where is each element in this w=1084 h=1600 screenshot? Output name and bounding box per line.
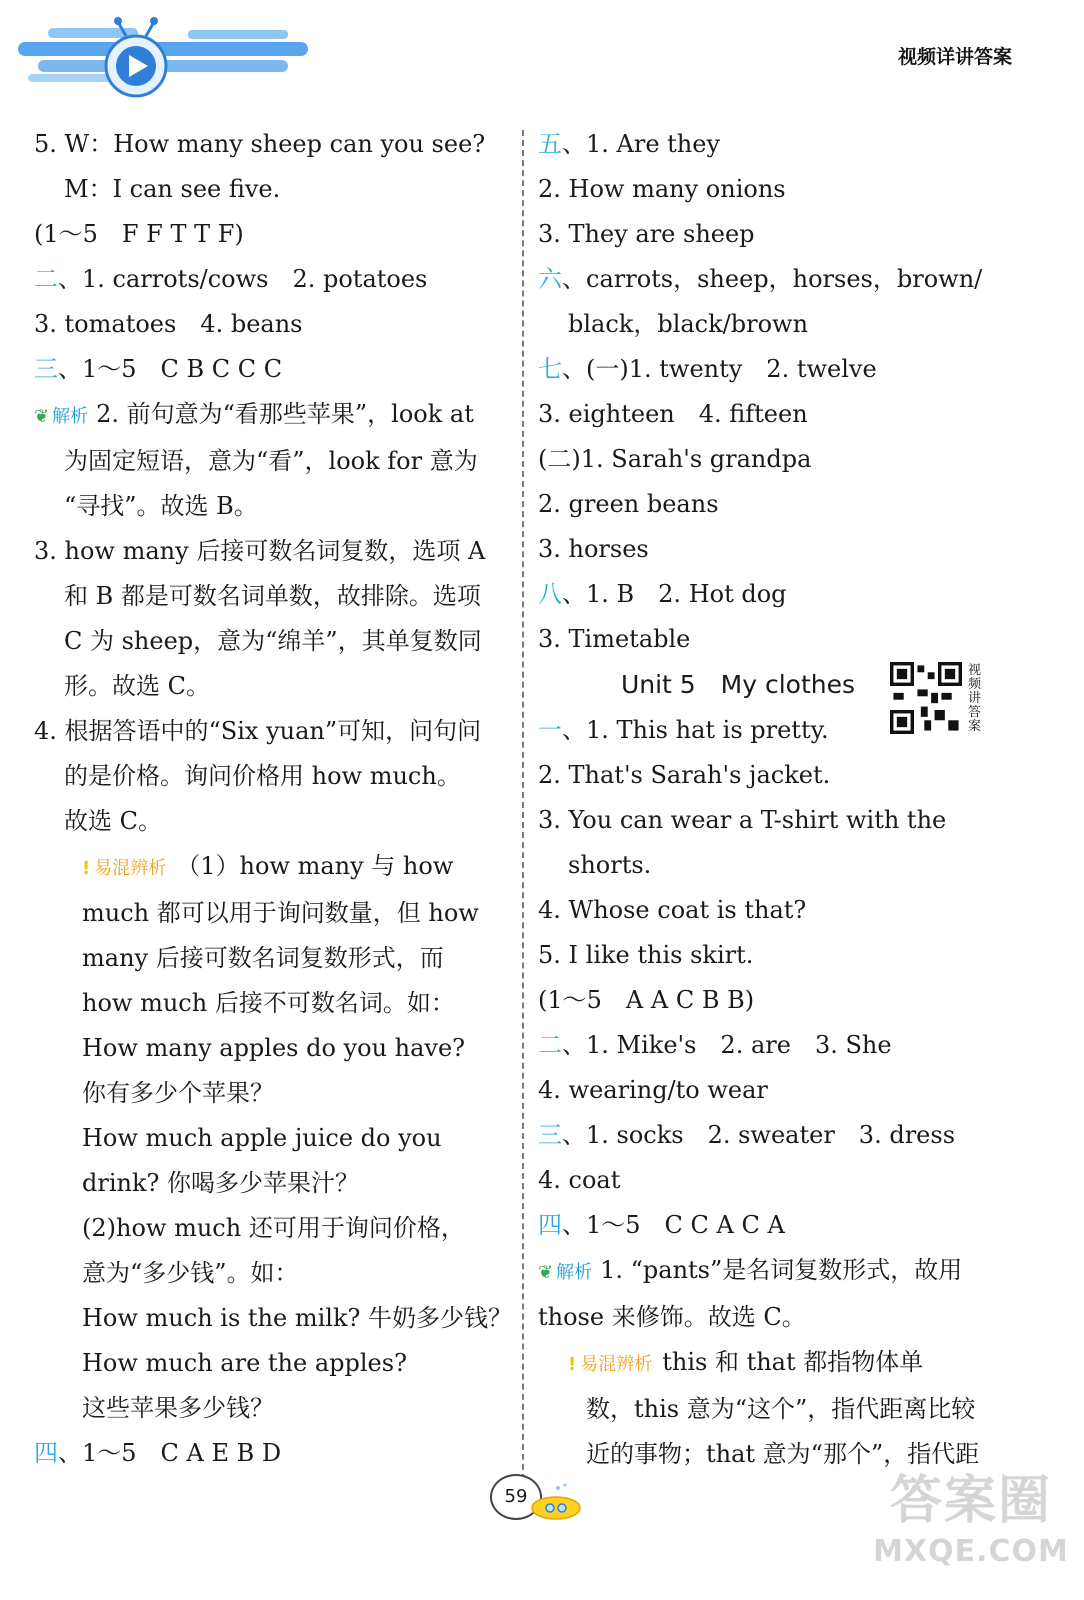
- answer-text: 2. How many onions: [538, 175, 786, 203]
- answer-text: 3. Timetable: [538, 625, 691, 653]
- answer-text: 、1. This hat is pretty.: [562, 716, 829, 744]
- section-number: 二: [538, 1031, 562, 1059]
- answer-line: [34, 484, 514, 529]
- leaf-icon: ❦: [538, 1262, 554, 1283]
- answer-line: [538, 527, 1018, 572]
- answer-text: How much are the apples?: [82, 1349, 407, 1377]
- answer-line: [34, 167, 514, 212]
- answer-line: [538, 167, 1018, 212]
- answer-text: this 和 that 都指物体单: [662, 1348, 924, 1376]
- section-number: 六: [538, 265, 562, 293]
- right-column: [538, 122, 1018, 1477]
- answer-line: [34, 754, 514, 799]
- answer-text: 4. 根据答语中的“Six yuan”可知，问句问: [34, 717, 482, 745]
- answer-text: 5. I like this skirt.: [538, 941, 754, 969]
- confusion-tag-text: 易混辨析: [580, 1354, 653, 1375]
- page-number: 59: [490, 1474, 542, 1520]
- answer-text: 4. wearing/to wear: [538, 1076, 768, 1104]
- right-column-top: [538, 122, 1018, 662]
- header-play-logo: [18, 8, 318, 103]
- answer-line: [34, 122, 514, 167]
- answer-line: [34, 1251, 514, 1296]
- answer-text: (1～5 F F T T F): [34, 220, 244, 248]
- answer-line: [538, 1158, 1018, 1203]
- answer-text: 、1. Mike's 2. are 3. She: [562, 1031, 892, 1059]
- answer-line: [538, 1248, 1018, 1295]
- answer-line: [538, 302, 1018, 347]
- qr-code-label: 视频讲答案: [968, 663, 982, 734]
- section-number: 七: [538, 355, 562, 383]
- answer-line: [538, 1295, 1018, 1340]
- answer-line: [538, 1203, 1018, 1248]
- column-divider: [522, 130, 524, 1500]
- section-number: 四: [34, 1439, 58, 1467]
- exclamation-icon: !: [568, 1354, 577, 1375]
- answer-text: 3. tomatoes 4. beans: [34, 310, 303, 338]
- answer-line: [538, 933, 1018, 978]
- answer-text: 和 B 都是可数名词单数，故排除。选项: [64, 582, 481, 610]
- answer-text: those 来修饰。故选 C。: [538, 1303, 806, 1331]
- qr-code-icon[interactable]: [890, 662, 962, 734]
- answer-line: [34, 347, 514, 392]
- answer-text: 故选 C。: [64, 807, 162, 835]
- answer-line: [538, 122, 1018, 167]
- answer-text: 数，this 意为“这个”，指代距离比较: [586, 1395, 976, 1423]
- video-answers-link[interactable]: 视频详讲答案: [897, 46, 1012, 68]
- answer-line: [34, 302, 514, 347]
- answer-line: [538, 617, 1018, 662]
- answer-text: C 为 sheep，意为“绵羊”，其单复数同: [64, 627, 482, 655]
- confusion-tag: [82, 858, 166, 879]
- answer-text: black，black/brown: [568, 310, 809, 338]
- analysis-tag: [538, 1250, 592, 1295]
- right-column-bottom: [538, 708, 1018, 1477]
- answer-text: 近的事物；that 意为“那个”，指代距: [586, 1440, 980, 1468]
- answer-text: 、1～5 C B C C C: [58, 355, 283, 383]
- answer-line: [34, 1296, 514, 1341]
- answer-line: [538, 347, 1018, 392]
- answer-text: 的是价格。询问价格用 how much。: [64, 762, 461, 790]
- answer-text: “寻找”。故选 B。: [64, 492, 258, 520]
- answer-text: 3. You can wear a T-shirt with the: [538, 806, 947, 834]
- answer-text: drink? 你喝多少苹果汁？: [82, 1169, 360, 1197]
- answer-line: [34, 529, 514, 574]
- answer-text: How much apple juice do you: [82, 1124, 442, 1152]
- answer-line: [34, 619, 514, 664]
- answer-text: 、1～5 C C A C A: [562, 1211, 785, 1239]
- analysis-tag-text: 解析: [556, 1262, 593, 1283]
- answer-line: [34, 936, 514, 981]
- answer-line: [34, 891, 514, 936]
- answer-line: [538, 572, 1018, 617]
- answer-text: shorts.: [568, 851, 652, 879]
- section-number: 八: [538, 580, 562, 608]
- answer-text: (1～5 A A C B B): [538, 986, 755, 1014]
- answer-text: 这些苹果多少钱？: [82, 1394, 274, 1422]
- answer-line: [538, 212, 1018, 257]
- answer-line: [34, 439, 514, 484]
- answer-text: 、1. socks 2. sweater 3. dress: [562, 1121, 956, 1149]
- answer-line: [538, 978, 1018, 1023]
- section-number: 五: [538, 130, 562, 158]
- answer-text: 意为“多少钱”。如：: [82, 1259, 299, 1287]
- answer-line: [538, 392, 1018, 437]
- answer-line: [538, 482, 1018, 527]
- answer-line: [34, 1386, 514, 1431]
- answer-text: 为固定短语，意为“看”，look for 意为: [64, 447, 478, 475]
- answer-text: M：I can see five.: [64, 175, 281, 203]
- answer-text: 、1. Are they: [562, 130, 721, 158]
- leaf-icon: ❦: [34, 406, 50, 427]
- answer-line: [34, 212, 514, 257]
- answer-line: [34, 1071, 514, 1116]
- answer-line: [34, 392, 514, 439]
- answer-line: [538, 753, 1018, 798]
- answer-text: 你有多少个苹果？: [82, 1079, 274, 1107]
- answer-text: 、(一)1. twenty 2. twelve: [562, 355, 877, 383]
- watermark-top: 答案圈: [889, 1471, 1052, 1531]
- analysis-tag: [34, 394, 88, 439]
- answer-line: [34, 844, 514, 891]
- answer-line: [34, 1206, 514, 1251]
- exclamation-icon: !: [82, 858, 91, 879]
- answer-line: [34, 1026, 514, 1071]
- answer-line: [538, 257, 1018, 302]
- answer-text: much 都可以用于询问数量，但 how: [82, 899, 479, 927]
- answer-line: [34, 574, 514, 619]
- answer-line: [538, 1387, 1018, 1432]
- answer-text: How many apples do you have?: [82, 1034, 466, 1062]
- answer-text: 、1～5 C A E B D: [58, 1439, 282, 1467]
- answer-text: 形。故选 C。: [64, 672, 210, 700]
- section-number: 三: [538, 1121, 562, 1149]
- answer-text: (2)how much 还可用于询问价格，: [82, 1214, 465, 1242]
- section-number: 三: [34, 355, 58, 383]
- answer-text: How much is the milk? 牛奶多少钱？: [82, 1304, 512, 1332]
- answer-line: [34, 799, 514, 844]
- answer-line: [34, 1116, 514, 1161]
- answer-text: many 后接可数名词复数形式，而: [82, 944, 444, 972]
- answer-line: [538, 1113, 1018, 1158]
- confusion-tag-text: 易混辨析: [94, 858, 167, 879]
- answer-line: [538, 1068, 1018, 1113]
- answer-line: [34, 1341, 514, 1386]
- answer-text: 、1. B 2. Hot dog: [562, 580, 787, 608]
- answer-text: （1）how many 与 how: [176, 852, 454, 880]
- answer-text: 3. They are sheep: [538, 220, 755, 248]
- answer-line: [34, 664, 514, 709]
- answer-text: how much 后接不可数名词。如：: [82, 989, 455, 1017]
- answer-text: (二)1. Sarah's grandpa: [538, 445, 812, 473]
- answer-line: [538, 437, 1018, 482]
- answer-text: 、carrots，sheep，horses，brown/: [562, 265, 983, 293]
- watermark: [866, 1470, 1076, 1590]
- section-number: 一: [538, 716, 562, 744]
- answer-line: [34, 709, 514, 754]
- answer-line: [538, 1340, 1018, 1387]
- submarine-icon: [528, 1482, 586, 1522]
- answer-line: [538, 888, 1018, 933]
- answer-line: [34, 1431, 514, 1476]
- answer-line: [538, 1023, 1018, 1068]
- answer-line: [538, 798, 1018, 843]
- unit-title: Unit 5 My clothes: [620, 670, 856, 699]
- answer-text: 5. W：How many sheep can you see?: [34, 130, 486, 158]
- section-number: 四: [538, 1211, 562, 1239]
- section-number: 二: [34, 265, 58, 293]
- answer-text: 3. how many 后接可数名词复数，选项 A: [34, 537, 486, 565]
- answer-text: 3. horses: [538, 535, 649, 563]
- answer-line: [34, 1161, 514, 1206]
- confusion-tag: [568, 1354, 652, 1375]
- answer-text: 4. Whose coat is that?: [538, 896, 807, 924]
- answer-text: 4. coat: [538, 1166, 621, 1194]
- answer-text: 2. That's Sarah's jacket.: [538, 761, 831, 789]
- answer-line: [34, 257, 514, 302]
- answer-text: 2. 前句意为“看那些苹果”，look at: [96, 400, 474, 428]
- answer-line: [538, 843, 1018, 888]
- watermark-bottom: MXQE.COM: [873, 1534, 1069, 1569]
- left-column: [34, 122, 514, 1476]
- answer-text: 1. “pants”是名词复数形式，故用: [600, 1256, 963, 1284]
- answer-text: 、1. carrots/cows 2. potatoes: [58, 265, 428, 293]
- answer-text: 2. green beans: [538, 490, 719, 518]
- answer-line: [34, 981, 514, 1026]
- answer-text: 3. eighteen 4. fifteen: [538, 400, 808, 428]
- analysis-tag-text: 解析: [52, 406, 89, 427]
